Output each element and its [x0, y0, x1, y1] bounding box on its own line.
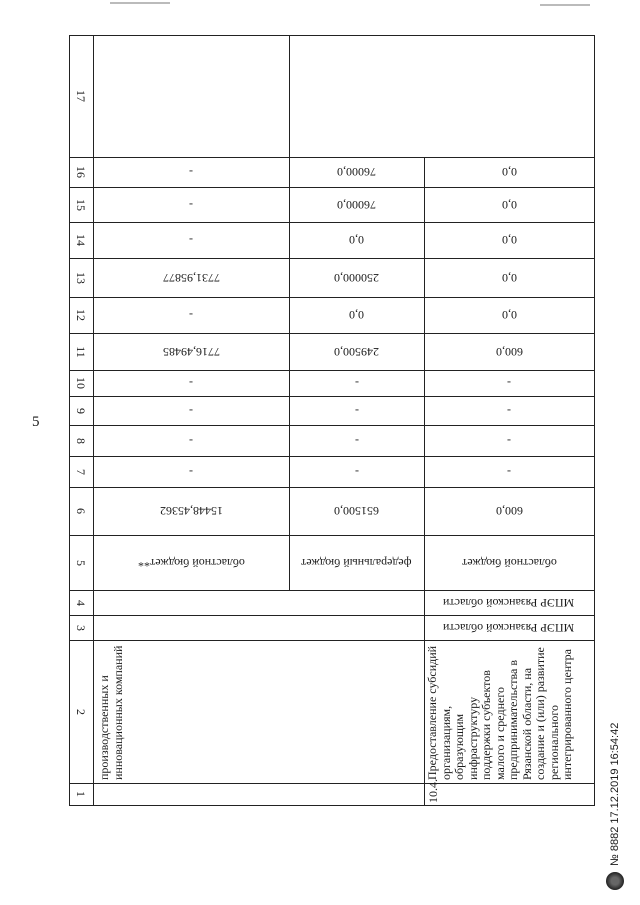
seal-icon [606, 872, 624, 890]
cell-11-lane2-text: 249500,0 [334, 344, 379, 359]
cell-13-lane1 [93, 258, 289, 297]
cell-11-lane3 [424, 333, 594, 370]
cell-16-lane3 [424, 157, 594, 187]
col-header-1-text: 1 [74, 791, 88, 797]
scan-artifact [110, 2, 170, 4]
scan-artifact [540, 4, 590, 6]
cell-5-lane2-text: федеральный бюджет [301, 555, 412, 570]
cell-15-lane1 [93, 187, 289, 222]
cell-15-lane3 [424, 187, 594, 222]
cell-12-lane2-text: 0,0 [349, 308, 364, 322]
cell-13-lane2 [289, 258, 424, 297]
cell-9-lane1-text: - [189, 403, 193, 418]
cell-3-item2-text: МПЭР Рязанской области [443, 620, 575, 635]
cell-6-lane3-text: 600,0 [495, 504, 523, 518]
cell-14-lane1 [93, 222, 289, 258]
cell-5-lane3 [424, 535, 594, 590]
col-header-5 [69, 535, 93, 590]
cell-14-lane2 [289, 222, 424, 258]
cell-2-item1 [93, 640, 424, 783]
cell-10-lane1 [93, 370, 289, 396]
col-header-2-text: 2 [74, 708, 88, 715]
cell-7-lane3 [424, 456, 594, 487]
cell-15-lane1-text: - [189, 197, 193, 212]
cell-13-lane1-text: 7731,95877 [162, 270, 220, 285]
cell-16-lane1-text: - [189, 165, 193, 179]
cell-1-item2-text: 10.4. [426, 779, 440, 803]
cell-16-lane2 [289, 157, 424, 187]
cell-14-lane2-text: 0,0 [349, 233, 364, 247]
cell-5-lane1-text: областной бюджет** [137, 555, 245, 570]
col-header-5-text: 5 [74, 559, 88, 566]
col-header-1 [69, 783, 93, 805]
cell-8-lane3 [424, 425, 594, 456]
cell-12-lane3-text: 0,0 [501, 308, 517, 322]
cell-10-lane1-text: - [189, 376, 193, 390]
col-header-11 [69, 333, 93, 370]
cell-8-lane3-text: - [507, 433, 511, 448]
col-header-10-text: 10 [74, 377, 88, 389]
cell-2-item1-text: производственных и инновационных компаний [97, 645, 125, 780]
cell-2-item2 [424, 640, 594, 783]
cell-9-lane3 [424, 396, 594, 425]
cell-9-lane2-text: - [354, 403, 359, 418]
cell-5-lane2 [289, 535, 424, 590]
cell-10-lane3-text: - [507, 376, 511, 390]
col-header-6-text: 6 [74, 508, 88, 514]
cell-8-lane2-text: - [354, 433, 359, 448]
cell-12-lane3 [424, 297, 594, 333]
cell-4-item2-text: МПЭР Рязанской области [443, 595, 575, 610]
col-header-3 [69, 615, 93, 640]
col-header-7 [69, 456, 93, 487]
cell-11-lane1 [93, 333, 289, 370]
col-header-15-text: 15 [74, 198, 88, 211]
cell-7-lane2-text: - [354, 464, 359, 479]
cell-10-lane2 [289, 370, 424, 396]
col-header-3-text: 3 [74, 624, 88, 631]
registration-stamp [604, 590, 626, 890]
page-number: 5 [32, 414, 40, 430]
col-header-6 [69, 487, 93, 535]
cell-8-lane2 [289, 425, 424, 456]
cell-6-lane2 [289, 487, 424, 535]
cell-4-item2 [424, 590, 594, 615]
cell-9-lane1 [93, 396, 289, 425]
cell-15-lane2-text: 76000,0 [337, 197, 376, 212]
cell-5-lane3-text: областной бюджет [461, 555, 557, 570]
cell-13-lane2-text: 250000,0 [334, 270, 379, 285]
col-header-11-text: 11 [74, 345, 88, 358]
cell-12-lane2 [289, 297, 424, 333]
cell-12-lane1 [93, 297, 289, 333]
cell-9-lane2 [289, 396, 424, 425]
cell-6-lane1-text: 15448,45362 [159, 504, 223, 518]
col-header-9 [69, 396, 93, 425]
cell-11-lane2 [289, 333, 424, 370]
cell-14-lane1-text: - [189, 233, 193, 247]
col-header-8-text: 8 [74, 437, 88, 444]
cell-8-lane1-text: - [189, 433, 193, 448]
col-header-13 [69, 258, 93, 297]
cell-1-item2 [424, 779, 594, 805]
col-header-10 [69, 370, 93, 396]
cell-7-lane2 [289, 456, 424, 487]
cell-15-lane3-text: 0,0 [501, 197, 517, 212]
col-header-17 [69, 35, 93, 157]
cell-12-lane1-text: - [189, 308, 193, 322]
stamp-text: № 8882 17.12.2019 16:54:42 [609, 722, 621, 866]
cell-16-lane3-text: 0,0 [501, 165, 517, 179]
cell-9-lane3-text: - [507, 403, 511, 418]
col-header-4-text: 4 [74, 599, 88, 606]
cell-14-lane3-text: 0,0 [501, 233, 517, 247]
col-header-16 [69, 157, 93, 187]
rotated-sheet [69, 35, 594, 805]
cell-13-lane3 [424, 258, 594, 297]
col-header-12 [69, 297, 93, 333]
cell-15-lane2 [289, 187, 424, 222]
cell-7-lane1-text: - [189, 464, 193, 479]
cell-8-lane1 [93, 425, 289, 456]
cell-13-lane3-text: 0,0 [501, 270, 517, 285]
col-header-16-text: 16 [74, 166, 88, 178]
cell-16-lane2-text: 76000,0 [337, 165, 376, 179]
col-header-14 [69, 222, 93, 258]
cell-6-lane1 [93, 487, 289, 535]
col-header-8 [69, 425, 93, 456]
col-header-9-text: 9 [74, 407, 88, 414]
cell-6-lane2-text: 651500,0 [334, 504, 379, 518]
col-header-7-text: 7 [74, 468, 88, 475]
cell-7-lane1 [93, 456, 289, 487]
cell-10-lane3 [424, 370, 594, 396]
cell-11-lane1-text: 7716,49485 [162, 344, 220, 359]
col-header-14-text: 14 [74, 234, 88, 246]
cell-2-item2-text: Предоставление субсидий организациям, образующим инфраструктуру поддержки субъектов малого и среднего предпринимательства в Рязанской области, на создание и (или) развитие регионального интегрированного центра [425, 645, 574, 780]
cell-5-lane1 [93, 535, 289, 590]
col-header-4 [69, 590, 93, 615]
col-header-15 [69, 187, 93, 222]
cell-3-item2 [424, 615, 594, 640]
cell-10-lane2-text: - [354, 376, 359, 390]
cell-16-lane1 [93, 157, 289, 187]
col-header-12-text: 12 [74, 309, 88, 321]
col-header-2 [69, 640, 93, 783]
cell-7-lane3-text: - [507, 464, 511, 479]
col-header-17-text: 17 [74, 90, 88, 102]
col-header-13-text: 13 [74, 271, 88, 284]
cell-14-lane3 [424, 222, 594, 258]
cell-11-lane3-text: 600,0 [495, 344, 523, 359]
cell-6-lane3 [424, 487, 594, 535]
